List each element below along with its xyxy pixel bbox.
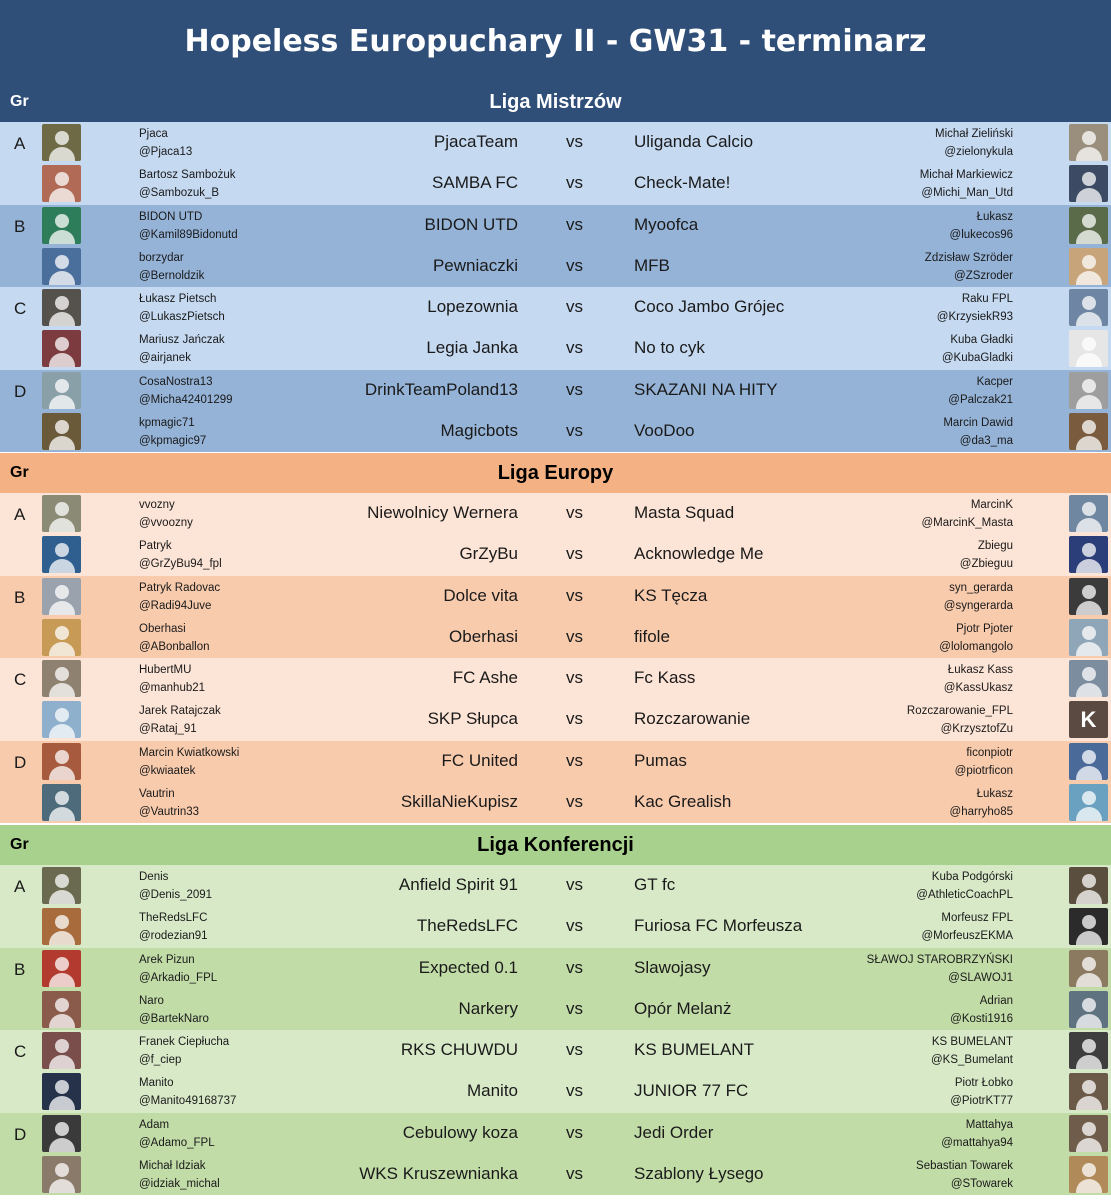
fixture-row <box>0 741 1111 782</box>
page-title: Hopeless Europuchary II - GW31 - terminarz <box>0 0 1111 82</box>
away-user-name: Rozczarowanie_FPL <box>906 705 1013 718</box>
vs-label: vs <box>566 668 583 688</box>
away-avatar <box>1069 330 1108 367</box>
home-user-handle: @Bernoldzik <box>139 269 205 282</box>
home-team: Niewolnicy Wernera <box>367 503 518 522</box>
home-team: PjacaTeam <box>433 132 518 151</box>
home-user-name: Patryk <box>139 540 172 553</box>
fixture-row <box>0 287 1111 328</box>
vs-label: vs <box>566 379 583 399</box>
vs-label: vs <box>566 792 583 812</box>
vs-label: vs <box>566 750 583 770</box>
away-team: Slawojasy <box>634 957 711 977</box>
fixture-row <box>0 1071 1111 1112</box>
group-label: C <box>14 670 27 690</box>
away-team: KS Tęcza <box>634 585 708 605</box>
vs-label: vs <box>566 1164 583 1184</box>
home-avatar <box>42 413 81 450</box>
group-label: A <box>14 505 26 524</box>
home-avatar <box>42 701 81 738</box>
home-user-name: kpmagic71 <box>139 417 195 430</box>
home-team: Magicbots <box>440 421 518 441</box>
home-user-handle: @Sambozuk_B <box>139 187 220 200</box>
away-avatar <box>1069 1032 1108 1069</box>
home-user-handle: @rodezian91 <box>139 930 208 943</box>
fixture-row <box>0 576 1111 617</box>
away-avatar <box>1069 784 1108 821</box>
away-user-name: SŁAWOJ STAROBRZYŃSKI <box>866 953 1013 966</box>
home-user-handle: @kpmagic97 <box>139 435 207 448</box>
home-user-name: TheRedsLFC <box>139 912 208 925</box>
away-user-name: ficonpiotr <box>966 746 1013 759</box>
away-user-handle: @KassUkasz <box>943 682 1013 695</box>
group-column-header: Gr <box>10 464 29 481</box>
league-header <box>0 825 1111 865</box>
home-avatar <box>42 1156 81 1193</box>
away-user-handle: @harryho85 <box>949 806 1013 819</box>
fixture-row <box>0 1154 1111 1195</box>
home-avatar <box>42 1073 81 1110</box>
away-avatar <box>1069 413 1108 450</box>
away-team: Masta Squad <box>634 503 735 522</box>
away-user-handle: @lolomangolo <box>939 640 1013 653</box>
vs-label: vs <box>566 255 583 275</box>
away-avatar <box>1069 660 1108 697</box>
home-user-name: HubertMU <box>139 664 192 677</box>
away-user-name: KS BUMELANT <box>931 1036 1013 1049</box>
fixture-row <box>0 658 1111 699</box>
home-avatar <box>42 207 81 244</box>
away-user-handle: @KrzysztofZu <box>940 723 1013 736</box>
home-avatar <box>42 743 81 780</box>
away-avatar <box>1069 372 1108 409</box>
vs-label: vs <box>566 1040 583 1060</box>
fixture-row <box>0 163 1111 204</box>
away-user-handle: @MorfeuszEKMA <box>921 930 1013 943</box>
fixture-row <box>0 246 1111 287</box>
away-user-name: Sebastian Towarek <box>916 1160 1013 1173</box>
home-team: Pewniaczki <box>432 255 518 275</box>
away-user-handle: @SLAWOJ1 <box>948 971 1013 984</box>
fixture-row <box>0 865 1111 906</box>
home-team: BIDON UTD <box>424 214 518 234</box>
away-avatar <box>1069 1156 1108 1193</box>
home-user-handle: @Adamo_FPL <box>139 1136 215 1149</box>
home-team: GrZyBu <box>459 544 518 564</box>
away-team: Check-Mate! <box>634 173 731 193</box>
away-avatar <box>1069 1073 1108 1110</box>
home-user-name: Naro <box>139 994 164 1007</box>
home-user-handle: @BartekNaro <box>139 1012 209 1025</box>
home-avatar <box>42 248 81 285</box>
home-team: WKS Kruszewnianka <box>359 1164 518 1184</box>
group-label: C <box>14 299 27 319</box>
vs-label: vs <box>566 875 583 894</box>
home-team: Expected 0.1 <box>418 957 518 977</box>
home-user-name: Jarek Ratajczak <box>139 705 221 718</box>
avatar-letter: K <box>1080 706 1097 732</box>
away-user-name: Morfeusz FPL <box>941 912 1013 925</box>
home-avatar <box>42 124 81 161</box>
group-label: C <box>14 1042 27 1062</box>
away-team: Myoofca <box>634 214 699 234</box>
away-team: Opór Melanż <box>634 998 732 1018</box>
away-user-handle: @KrzysiekR93 <box>936 311 1013 324</box>
group-label: D <box>14 1124 27 1144</box>
away-user-name: Marcin Dawid <box>943 417 1013 430</box>
away-user-name: Raku FPL <box>961 293 1013 306</box>
away-user-name: Łukasz <box>976 210 1013 223</box>
fixture-row <box>0 205 1111 246</box>
away-user-handle: @PiotrKT77 <box>950 1095 1013 1108</box>
home-avatar <box>42 289 81 326</box>
home-user-name: Michał Idziak <box>139 1160 206 1173</box>
away-user-handle: @zielonykula <box>944 146 1013 158</box>
home-user-handle: @Pjaca13 <box>139 146 193 158</box>
group-label: B <box>14 959 26 979</box>
away-user-handle: @Zbieguu <box>959 558 1013 571</box>
away-avatar <box>1069 619 1108 656</box>
group-column-header: Gr <box>10 836 29 853</box>
league-section <box>0 453 1111 823</box>
home-avatar <box>42 660 81 697</box>
home-user-name: BIDON UTD <box>139 210 203 223</box>
home-avatar <box>42 495 81 532</box>
fixture-row <box>0 948 1111 989</box>
group-column-header: Gr <box>10 93 29 110</box>
home-user-name: Adam <box>139 1118 170 1131</box>
away-user-name: Łukasz <box>976 788 1013 801</box>
home-team: Legia Janka <box>426 338 518 358</box>
away-team: MFB <box>634 255 670 275</box>
away-user-handle: @Kosti1916 <box>950 1012 1013 1025</box>
away-avatar <box>1069 124 1108 161</box>
home-user-name: vvozny <box>139 499 175 511</box>
home-user-name: borzydar <box>139 251 184 264</box>
away-user-handle: @AthleticCoachPL <box>916 889 1013 901</box>
home-user-handle: @airjanek <box>139 352 191 365</box>
vs-label: vs <box>566 1081 583 1101</box>
vs-label: vs <box>566 421 583 441</box>
home-user-name: Bartosz Sambożuk <box>139 169 236 182</box>
home-avatar <box>42 1115 81 1152</box>
group-label: B <box>14 216 26 236</box>
away-team: GT fc <box>634 875 676 894</box>
vs-label: vs <box>566 544 583 564</box>
home-team: Dolce vita <box>443 585 518 605</box>
home-avatar <box>42 619 81 656</box>
league-name: Liga Europy <box>497 461 614 484</box>
away-user-handle: @mattahya94 <box>941 1136 1013 1149</box>
fixture-row <box>0 1113 1111 1154</box>
home-user-name: Manito <box>139 1077 174 1090</box>
away-team: No to cyk <box>634 338 705 358</box>
away-team: Acknowledge Me <box>634 544 764 564</box>
fixture-row <box>0 493 1111 534</box>
away-team: Pumas <box>634 750 687 770</box>
group-label: A <box>14 877 26 896</box>
home-user-name: Mariusz Jańczak <box>139 334 225 347</box>
away-avatar <box>1069 165 1108 202</box>
home-team: Manito <box>466 1081 518 1101</box>
home-user-handle: @kwiaatek <box>139 764 196 777</box>
home-user-handle: @Vautrin33 <box>139 806 200 819</box>
home-avatar <box>42 784 81 821</box>
fixture-row <box>0 906 1111 947</box>
away-avatar <box>1069 743 1108 780</box>
fixture-row <box>0 328 1111 369</box>
away-avatar <box>1069 536 1108 573</box>
home-team: Anfield Spirit 91 <box>398 875 518 894</box>
away-avatar <box>1069 701 1108 738</box>
away-avatar <box>1069 207 1108 244</box>
vs-label: vs <box>566 998 583 1018</box>
away-team: Furiosa FC Morfeusza <box>634 916 803 936</box>
away-avatar <box>1069 950 1108 987</box>
home-team: Cebulowy koza <box>402 1122 518 1142</box>
home-user-handle: @Manito49168737 <box>139 1095 237 1108</box>
away-avatar <box>1069 867 1108 904</box>
away-user-handle: @MarcinK_Masta <box>921 517 1013 529</box>
vs-label: vs <box>566 957 583 977</box>
away-team: SKAZANI NA HITY <box>634 379 778 399</box>
away-user-name: Michał Markiewicz <box>919 169 1013 182</box>
home-avatar <box>42 908 81 945</box>
away-team: Rozczarowanie <box>634 709 751 729</box>
home-user-handle: @manhub21 <box>139 682 206 695</box>
away-user-name: Kuba Gładki <box>950 334 1013 347</box>
league-name: Liga Mistrzów <box>489 90 622 113</box>
group-label: D <box>14 381 27 401</box>
fixture-row <box>0 699 1111 740</box>
home-avatar <box>42 867 81 904</box>
home-avatar <box>42 1032 81 1069</box>
away-team: VooDoo <box>634 421 695 441</box>
home-user-handle: @ABonballon <box>139 640 210 653</box>
home-avatar <box>42 950 81 987</box>
fixture-row <box>0 370 1111 411</box>
away-user-handle: @da3_ma <box>959 435 1013 448</box>
home-avatar <box>42 330 81 367</box>
fixture-row <box>0 617 1111 658</box>
home-team: Oberhasi <box>449 626 518 646</box>
vs-label: vs <box>566 173 583 193</box>
fixture-row <box>0 534 1111 575</box>
away-avatar <box>1069 908 1108 945</box>
home-avatar <box>42 991 81 1028</box>
away-user-name: Kacper <box>976 375 1013 388</box>
home-avatar <box>42 578 81 615</box>
vs-label: vs <box>566 132 583 151</box>
away-user-handle: @KS_Bumelant <box>931 1054 1013 1067</box>
home-user-handle: @Rataj_91 <box>139 723 197 736</box>
away-team: Jedi Order <box>634 1122 714 1142</box>
away-user-handle: @lukecos96 <box>949 228 1013 241</box>
away-team: JUNIOR 77 FC <box>634 1081 749 1101</box>
away-user-handle: @Michi_Man_Utd <box>921 187 1013 200</box>
league-header <box>0 82 1111 122</box>
home-user-handle: @f_ciep <box>139 1054 182 1067</box>
home-team: TheRedsLFC <box>416 916 518 936</box>
fixture-row <box>0 122 1111 163</box>
group-label: B <box>14 587 26 607</box>
away-user-name: Piotr Łobko <box>954 1077 1013 1090</box>
home-user-name: Pjaca <box>139 128 168 140</box>
home-avatar <box>42 372 81 409</box>
away-team: Coco Jambo Grójec <box>634 297 785 317</box>
home-user-handle: @Kamil89Bidonutd <box>139 228 238 241</box>
fixture-row <box>0 989 1111 1030</box>
group-label: D <box>14 752 27 772</box>
home-team: FC Ashe <box>452 668 518 688</box>
vs-label: vs <box>566 297 583 317</box>
away-avatar <box>1069 495 1108 532</box>
home-user-name: Denis <box>139 871 169 883</box>
home-user-name: Patryk Radovac <box>139 581 221 594</box>
home-team: Narkery <box>458 998 518 1018</box>
league-name: Liga Konferencji <box>477 833 634 856</box>
away-team: KS BUMELANT <box>634 1040 754 1060</box>
away-avatar <box>1069 578 1108 615</box>
home-user-name: Łukasz Pietsch <box>139 293 217 306</box>
home-avatar <box>42 536 81 573</box>
home-team: SKP Słupca <box>427 709 518 729</box>
home-team: DrinkTeamPoland13 <box>364 379 518 399</box>
away-team: fifole <box>634 626 670 646</box>
home-user-handle: @Micha42401299 <box>139 393 233 406</box>
vs-label: vs <box>566 1122 583 1142</box>
away-avatar <box>1069 1115 1108 1152</box>
away-user-name: Michał Zieliński <box>935 128 1013 140</box>
away-user-handle: @syngerarda <box>943 599 1013 612</box>
home-team: RKS CHUWDU <box>400 1040 518 1060</box>
home-user-name: Oberhasi <box>139 622 186 635</box>
away-user-handle: @Palczak21 <box>948 393 1013 406</box>
home-team: Lopezownia <box>427 297 518 317</box>
away-user-name: Kuba Podgórski <box>931 871 1013 883</box>
away-avatar <box>1069 248 1108 285</box>
away-user-handle: @KubaGladki <box>941 352 1013 365</box>
home-user-handle: @Arkadio_FPL <box>139 971 218 984</box>
home-user-handle: @vvoozny <box>139 517 193 529</box>
group-label: A <box>14 134 26 153</box>
away-user-name: Pjotr Pjoter <box>956 622 1013 635</box>
away-user-name: Adrian <box>979 994 1013 1007</box>
league-section <box>0 825 1111 1195</box>
home-user-handle: @Denis_2091 <box>139 889 213 901</box>
vs-label: vs <box>566 214 583 234</box>
home-user-handle: @idziak_michal <box>139 1178 220 1191</box>
away-user-name: MarcinK <box>970 499 1013 511</box>
vs-label: vs <box>566 626 583 646</box>
away-avatar <box>1069 991 1108 1028</box>
home-user-name: Arek Pizun <box>139 953 195 966</box>
away-team: Kac Grealish <box>634 792 732 812</box>
home-user-handle: @Radi94Juve <box>139 599 212 612</box>
fixture-row <box>0 782 1111 823</box>
league-section <box>0 82 1111 452</box>
away-user-name: syn_gerarda <box>949 581 1013 594</box>
league-header <box>0 453 1111 493</box>
fixture-row <box>0 411 1111 452</box>
away-user-name: Zdzisław Szröder <box>924 251 1013 264</box>
away-user-handle: @STowarek <box>950 1178 1013 1191</box>
vs-label: vs <box>566 585 583 605</box>
home-team: FC United <box>441 750 518 770</box>
home-team: SAMBA FC <box>432 173 518 193</box>
away-team: Uliganda Calcio <box>634 132 754 151</box>
home-user-handle: @GrZyBu94_fpl <box>139 558 222 571</box>
vs-label: vs <box>566 916 583 936</box>
home-avatar <box>42 165 81 202</box>
away-avatar <box>1069 289 1108 326</box>
away-team: Fc Kass <box>634 668 696 688</box>
away-user-name: Łukasz Kass <box>947 664 1013 677</box>
vs-label: vs <box>566 338 583 358</box>
away-user-name: Zbiegu <box>977 540 1013 553</box>
away-user-name: Mattahya <box>965 1118 1013 1131</box>
home-user-name: Marcin Kwiatkowski <box>139 746 240 759</box>
fixture-row <box>0 1030 1111 1071</box>
home-team: SkillaNieKupisz <box>400 792 518 812</box>
away-team: Szablony Łysego <box>634 1164 764 1184</box>
home-user-name: CosaNostra13 <box>139 375 213 388</box>
vs-label: vs <box>566 709 583 729</box>
vs-label: vs <box>566 503 583 522</box>
away-user-handle: @piotrficon <box>954 764 1013 777</box>
home-user-name: Vautrin <box>139 788 175 801</box>
away-user-handle: @ZSzroder <box>954 269 1013 282</box>
home-user-handle: @LukaszPietsch <box>139 311 225 324</box>
home-user-name: Franek Ciepłucha <box>139 1036 230 1049</box>
